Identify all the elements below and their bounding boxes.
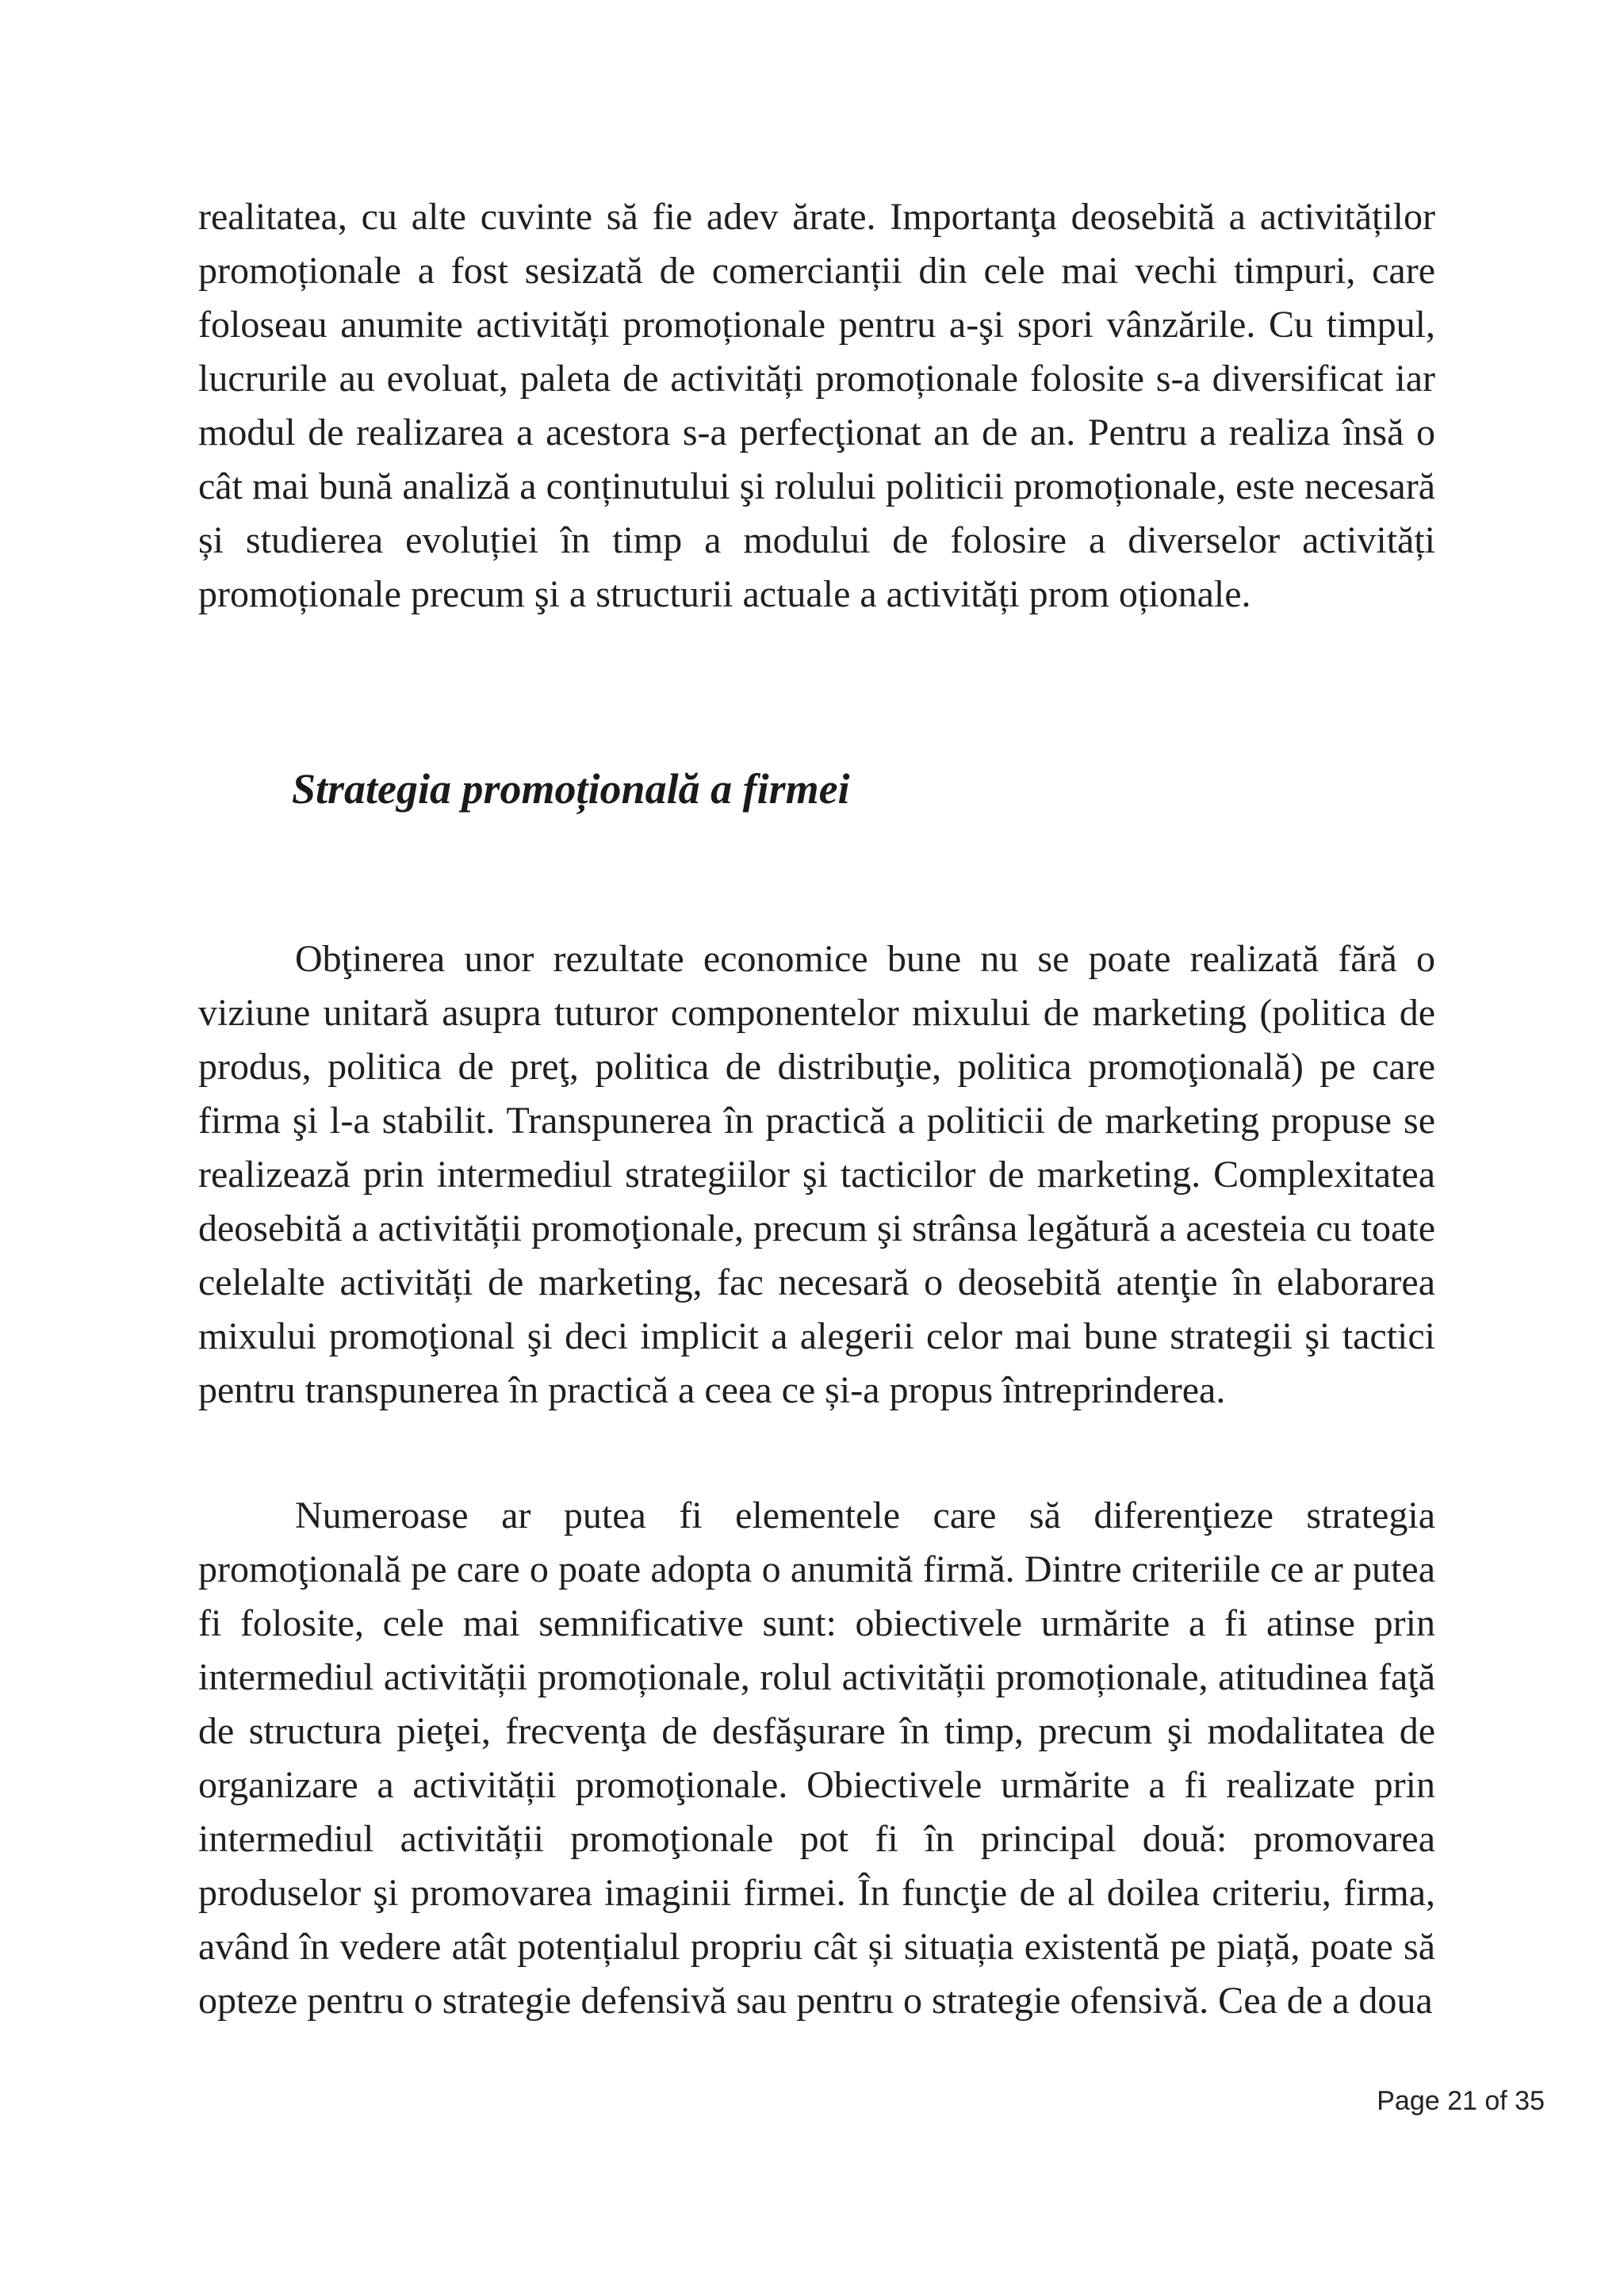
paragraph-strategy-intro: Obţinerea unor rezultate economice bune nu se poate realizată fără o viziune unitară asupra tuturor componentelor mixului de marketing (politica de produs, politica de preţ, politica de distribuţie, politica promoţională) pe care firma şi l-a stabilit. Transpunerea în practică a politicii de marketing propuse se realizează prin intermediul strategiilor şi tacticilor de marketing. Complexitatea deosebită a activității promoţionale, precum şi strânsa legătură a acesteia cu toate celelalte activități de marketing, fac necesară o deosebită atenţie în elaborarea mixului promoţional şi deci implicit a alegerii celor mai bune strategii şi tactici pentru transpunerea în practică a ceea ce și-a propus întreprinderea. xyxy=(198,938,1435,1411)
paragraph-strategy-criteria: Numeroase ar putea fi elementele care să diferenţieze strategia promoţională pe care o poate adopta o anumită firmă. Dintre criteriile ce ar putea fi folosite, cele mai semnificative sunt: obiectivele urmărite a fi atinse prin intermediul activității promoționale, rolul activității promoționale, atitudinea faţă de structura pieţei, frecvenţa de desfăşurare în timp, precum şi modalitatea de organizare a activității promoţionale. Obiectivele urmărite a fi realizate prin intermediul activității promoţionale pot fi în principal două: promovarea produselor şi promovarea imaginii firmei. În funcţie de al doilea criteriu, firma, având în vedere atât potențialul propriu cât și situația existentă pe piață, poate să opteze pentru o strategie defensivă sau pentru o strategie ofensivă. Cea de a doua xyxy=(198,1494,1435,2022)
page-number: Page 21 of 35 xyxy=(1377,2086,1545,2116)
paragraph-continuation: realitatea, cu alte cuvinte să fie adev ărate. Importanţa deosebită a activităților promoționale a fost sesizată de comercianții din cele mai vechi timpuri, care foloseau anumite activități promoționale pentru a-şi spori vânzările. Cu timpul, lucrurile au evoluat, paleta de activități promoționale folosite s-a diversificat iar modul de realizarea a acestora s-a perfecţionat an de an. Pentru a realiza însă o cât mai bună analiză a conținutului şi rolului politicii promoționale, este necesară și studierea evoluției în timp a modului de folosire a diverselor activități promoționale precum şi a structurii actuale a activități prom oționale. xyxy=(198,196,1435,615)
section-heading: Strategia promoțională a firmei xyxy=(292,765,850,813)
